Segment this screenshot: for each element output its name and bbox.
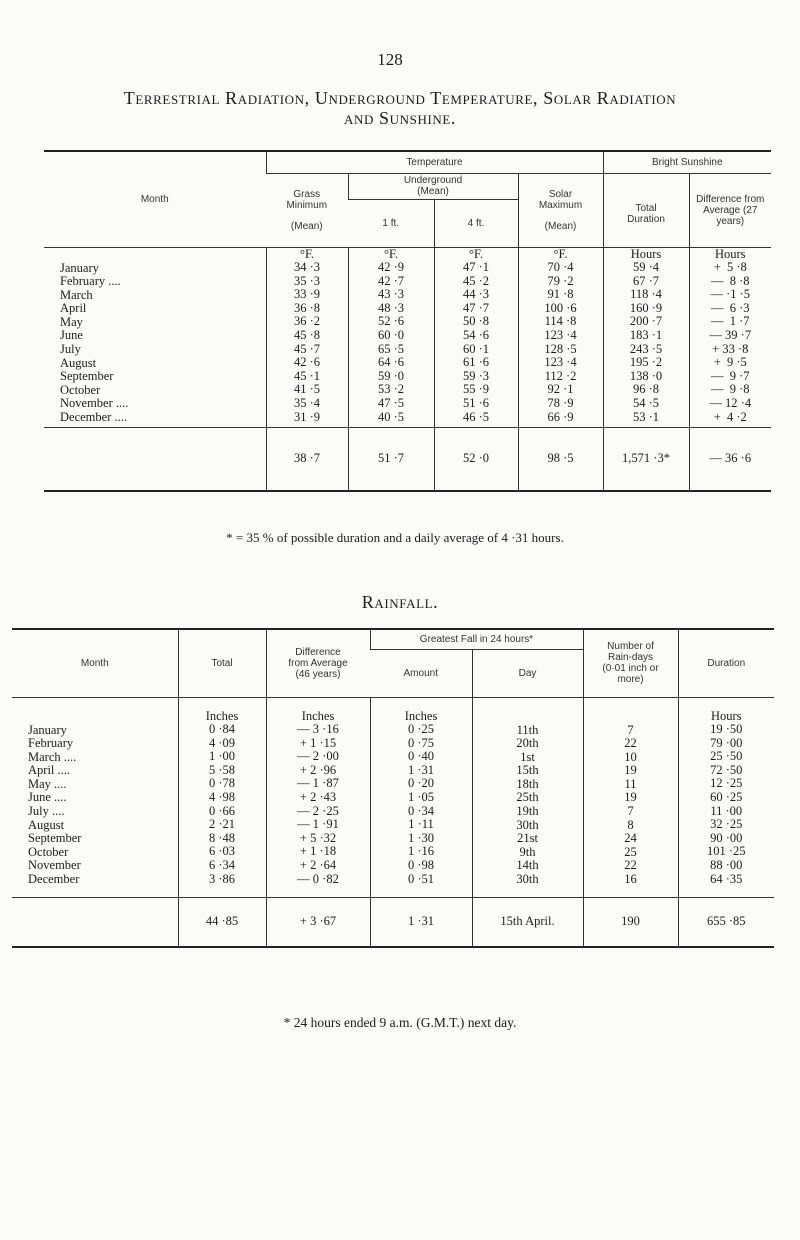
rainfall-footnote: * 24 hours ended 9 a.m. (G.M.T.) next day. — [283, 1015, 517, 1030]
ug-1ft-cell: 53 ·2 — [377, 382, 405, 397]
sun-total-cell: 160 ·9 — [629, 300, 663, 315]
rain-header-month: Month — [80, 657, 109, 669]
rain-day-cell: 1st — [520, 749, 535, 764]
sun-total-cell: 53 ·1 — [632, 409, 660, 424]
solar-max-column — [518, 247, 603, 427]
sun-diff-cell: — ·1 ·5 — [710, 287, 751, 302]
solar-maximum-label: Solar Maximum — [538, 188, 583, 211]
rain-days-cell: 7 — [627, 804, 634, 819]
grass-mean-label: (Mean) — [290, 220, 323, 232]
header-difference: Difference from Average (27 years) — [689, 173, 771, 247]
sunshine-footnote: * = 35 % of possible duration and a daily average of 4 ·31 hours. — [226, 530, 564, 545]
rain-day-cell: 25th — [516, 790, 539, 805]
rain-days-cell: 25 — [624, 844, 637, 859]
rain-duration-cell: 19 ·50 — [710, 722, 743, 737]
grass-min-cell: 34 ·3 — [293, 260, 321, 275]
rain-days-cell: 19 — [624, 763, 637, 778]
rain-diff-cell: + 2 ·64 — [299, 858, 337, 873]
sun-diff-cell: — 6 ·3 — [710, 300, 750, 315]
rain-total-cell: 6 ·34 — [208, 858, 236, 873]
ug-4ft-cell: 61 ·6 — [462, 355, 490, 370]
rain-amount-cell: 0 ·98 — [407, 858, 435, 873]
rain-total-cell: 3 ·86 — [208, 871, 236, 886]
ug-4ft-column — [434, 247, 518, 427]
solar-max-cell: 66 ·9 — [547, 409, 574, 424]
solar-mean-label: (Mean) — [544, 220, 577, 232]
rain-month-label: March .... — [28, 749, 77, 764]
totals-label-cell — [44, 427, 266, 491]
ug-1ft-cell: 42 ·7 — [377, 273, 405, 288]
rain-total-unit: Inches — [205, 708, 239, 723]
rain-diff-cell: + 1 ·15 — [299, 735, 337, 750]
month-label: October — [60, 382, 101, 397]
rain-header-total: Total — [178, 629, 266, 697]
rain-diff-cell: + 1 ·18 — [299, 844, 337, 859]
rain-total-cell: 8 ·48 — [208, 830, 236, 845]
title-line-1: Terrestrial Radiation, Underground Temperature, Solar Radiation — [123, 88, 677, 108]
rainfall-table — [12, 628, 774, 948]
month-label: May — [60, 314, 83, 329]
grass-min-cell: 35 ·3 — [293, 273, 321, 288]
rain-amount-cell: 1 ·30 — [407, 830, 435, 845]
solar-max-cell: 70 ·4 — [547, 260, 574, 275]
rain-total-cell: 0 ·84 — [208, 722, 236, 737]
rain-total-amount: 1 ·31 — [370, 897, 472, 947]
ug-1ft-unit: °F. — [383, 246, 399, 261]
sun-total-cell: 67 ·7 — [632, 273, 660, 288]
grass-min-cell: 45 ·1 — [293, 368, 321, 383]
rain-days-cell: 7 — [627, 722, 634, 737]
rain-total-cell: 1 ·00 — [208, 749, 236, 764]
ug-1ft-cell: 64 ·6 — [377, 355, 405, 370]
rain-duration-cell: 101 ·25 — [706, 844, 746, 859]
rain-header-rain-days: Number of Rain-days (0·01 inch or more) — [583, 629, 678, 697]
solar-max-unit: °F. — [553, 246, 568, 261]
solar-max-cell: 114 ·8 — [544, 314, 577, 329]
sun-total-cell: 195 ·2 — [629, 355, 663, 370]
grass-min-cell: 45 ·7 — [293, 341, 321, 356]
rain-diff-cell: — 1 ·91 — [297, 817, 339, 832]
rain-diff-cell: — 2 ·25 — [297, 803, 339, 818]
rain-diff-cell: — 0 ·82 — [297, 871, 339, 886]
rain-amount-unit: Inches — [404, 708, 438, 723]
rain-day-cell: 21st — [517, 831, 538, 846]
rain-amount-column — [370, 697, 472, 897]
title-line-2: and Sunshine. — [343, 108, 457, 128]
rain-duration-cell: 12 ·25 — [710, 776, 743, 791]
rain-duration-cell: 72 ·50 — [710, 762, 743, 777]
ug-4ft-cell: 44 ·3 — [462, 287, 490, 302]
sun-diff-cell: — 9 ·7 — [710, 368, 750, 383]
solar-max-cell: 123 ·4 — [544, 355, 577, 370]
sun-diff-cell: — 39 ·7 — [709, 328, 752, 343]
total-ug-4ft: 52 ·0 — [434, 427, 518, 491]
rain-total-cell: 0 ·66 — [208, 803, 236, 818]
month-label: August — [60, 355, 97, 370]
month-label: April — [60, 301, 87, 316]
rain-diff-cell: + 5 ·32 — [299, 830, 337, 845]
rain-days-column — [583, 697, 678, 897]
rain-amount-cell: 0 ·34 — [407, 803, 435, 818]
rain-header-day: Day — [472, 649, 583, 697]
sun-diff-cell: — 12 ·4 — [709, 396, 752, 411]
rain-day-cell: 20th — [516, 736, 539, 751]
total-ug-1ft: 51 ·7 — [348, 427, 434, 491]
rain-duration-cell: 88 ·00 — [710, 858, 743, 873]
rain-duration-cell: 90 ·00 — [710, 830, 743, 845]
rain-day-cell: 11th — [516, 722, 539, 737]
sun-total-cell: 243 ·5 — [629, 341, 663, 356]
solar-max-cell: 78 ·9 — [547, 396, 574, 411]
ug-1ft-cell: 40 ·5 — [377, 409, 405, 424]
rain-total-total: 44 ·85 — [178, 897, 266, 947]
month-label: January — [60, 260, 99, 275]
sun-diff-column — [689, 247, 771, 427]
sun-diff-unit: Hours — [714, 246, 746, 261]
ug-1ft-cell: 65 ·5 — [377, 341, 405, 356]
rain-amount-cell: 0 ·51 — [407, 871, 435, 886]
solar-max-cell: 92 ·1 — [547, 382, 574, 397]
grass-min-cell: 33 ·9 — [293, 287, 321, 302]
rain-total-column — [178, 697, 266, 897]
rain-diff-cell: + 2 ·43 — [299, 790, 337, 805]
solar-max-cell: 91 ·8 — [547, 287, 574, 302]
rain-month-label: November — [28, 858, 81, 873]
rain-day-cell: 14th — [516, 858, 539, 873]
rain-amount-cell: 1 ·05 — [407, 790, 435, 805]
rain-total-cell: 4 ·98 — [208, 790, 236, 805]
ug-4ft-cell: 51 ·6 — [462, 396, 490, 411]
rain-duration-cell: 11 ·00 — [710, 803, 743, 818]
sun-diff-cell: + 33 ·8 — [712, 341, 749, 356]
rain-header-duration: Duration — [678, 629, 774, 697]
ug-1ft-cell: 59 ·0 — [377, 368, 405, 383]
header-solar-maximum — [518, 173, 603, 247]
grass-min-cell: 31 ·9 — [293, 409, 321, 424]
rain-month-label: July .... — [28, 804, 65, 819]
rain-duration-unit: Hours — [710, 708, 742, 723]
header-temperature: Temperature — [266, 151, 603, 173]
ug-1ft-cell: 60 ·0 — [377, 328, 405, 343]
rain-amount-cell: 1 ·16 — [407, 844, 435, 859]
header-bright-sunshine: Bright Sunshine — [603, 151, 771, 173]
page-title — [20, 88, 780, 128]
total-sun-total: 1,571 ·3* — [603, 427, 689, 491]
rain-days-cell: 24 — [624, 831, 637, 846]
rain-total-rain-days: 190 — [583, 897, 678, 947]
rain-duration-cell: 64 ·35 — [710, 871, 743, 886]
rain-duration-cell: 25 ·50 — [710, 749, 743, 764]
ug-1ft-cell: 43 ·3 — [377, 287, 405, 302]
solar-max-cell: 128 ·5 — [544, 341, 577, 356]
ug-4ft-cell: 55 ·9 — [462, 382, 490, 397]
rain-days-cell: 8 — [627, 817, 634, 832]
rain-diff-cell: — 1 ·87 — [297, 776, 339, 791]
grass-min-cell: 35 ·4 — [293, 396, 321, 411]
sun-total-cell: 200 ·7 — [629, 314, 663, 329]
ug-1ft-cell: 48 ·3 — [377, 300, 405, 315]
rain-total-cell: 0 ·78 — [208, 776, 236, 791]
rain-total-day: 15th April. — [472, 897, 583, 947]
rain-day-cell: 30th — [516, 872, 539, 887]
rain-month-label: September — [28, 831, 82, 846]
month-label: March — [60, 287, 93, 302]
rain-header-difference: Difference from Average (46 years) — [266, 629, 370, 697]
month-label: July — [60, 342, 81, 357]
grass-min-cell: 41 ·5 — [293, 382, 321, 397]
rain-duration-cell: 79 ·00 — [710, 735, 743, 750]
grass-min-unit: °F. — [299, 246, 315, 261]
grass-min-column — [266, 247, 348, 427]
sun-total-unit: Hours — [630, 246, 662, 261]
rain-diff-unit: Inches — [301, 708, 335, 723]
total-solar-max: 98 ·5 — [518, 427, 603, 491]
rain-total-duration: 655 ·85 — [678, 897, 774, 947]
rain-month-label: December — [28, 872, 80, 887]
ug-1ft-cell: 52 ·6 — [377, 314, 405, 329]
rain-header-amount: Amount — [403, 667, 438, 679]
solar-max-cell: 112 ·2 — [544, 368, 577, 383]
ug-4ft-cell: 59 ·3 — [462, 368, 490, 383]
ug-1ft-column — [348, 247, 434, 427]
rain-amount-cell: 0 ·20 — [407, 776, 435, 791]
rain-total-cell: 2 ·21 — [208, 817, 236, 832]
solar-max-cell: 79 ·2 — [547, 273, 574, 288]
temperature-sunshine-table — [44, 150, 771, 492]
rain-duration-cell: 60 ·25 — [710, 790, 743, 805]
rain-month-label: February — [28, 736, 74, 751]
sun-diff-cell: + 4 ·2 — [713, 409, 747, 424]
sun-diff-cell: — 8 ·8 — [710, 273, 750, 288]
header-month: Month — [140, 193, 169, 205]
rain-days-cell: 11 — [624, 776, 637, 791]
ug-4ft-cell: 47 ·7 — [462, 300, 490, 315]
grass-min-cell: 45 ·8 — [293, 328, 321, 343]
ug-4ft-cell: 45 ·2 — [462, 273, 490, 288]
sun-total-cell: 183 ·1 — [629, 328, 663, 343]
sun-total-cell: 118 ·4 — [630, 287, 662, 302]
rain-days-cell: 16 — [624, 872, 637, 887]
month-label: December .... — [60, 410, 127, 425]
ug-4ft-cell: 60 ·1 — [462, 341, 490, 356]
rain-total-cell: 6 ·03 — [208, 844, 236, 859]
rain-month-label: August — [28, 817, 65, 832]
rain-days-cell: 19 — [624, 790, 637, 805]
month-label: February .... — [60, 274, 121, 289]
rain-month-label: January — [28, 722, 67, 737]
total-grass-min: 38 ·7 — [266, 427, 348, 491]
solar-max-cell: 100 ·6 — [544, 300, 577, 315]
month-label: November .... — [60, 396, 129, 411]
rain-amount-cell: 1 ·11 — [408, 817, 434, 832]
rain-day-cell: 9th — [519, 844, 536, 859]
ug-4ft-unit: °F. — [468, 246, 484, 261]
month-column — [44, 247, 266, 427]
rain-header-greatest-fall: Greatest Fall in 24 hours* — [370, 629, 583, 649]
ug-4ft-cell: 47 ·1 — [462, 260, 490, 275]
rain-duration-column — [678, 697, 774, 897]
rain-diff-cell: + 2 ·96 — [299, 762, 337, 777]
sun-diff-cell: — 1 ·7 — [710, 314, 750, 329]
rain-amount-cell: 0 ·40 — [407, 749, 435, 764]
sun-total-cell: 138 ·0 — [629, 368, 663, 383]
ug-1ft-cell: 47 ·5 — [377, 396, 405, 411]
rain-day-column — [472, 697, 583, 897]
header-1ft: 1 ft. — [382, 217, 400, 229]
sun-diff-cell: — 9 ·8 — [710, 382, 750, 397]
rain-month-label: April .... — [28, 763, 71, 778]
sun-total-cell: 96 ·8 — [632, 382, 660, 397]
rain-days-cell: 10 — [624, 749, 637, 764]
rain-amount-cell: 0 ·75 — [407, 735, 435, 750]
page-number: 128 — [377, 50, 403, 69]
sun-total-cell: 54 ·5 — [632, 396, 660, 411]
grass-min-cell: 42 ·6 — [293, 355, 321, 370]
grass-min-cell: 36 ·2 — [293, 314, 321, 329]
rain-totals-label-cell — [12, 897, 178, 947]
header-4ft: 4 ft. — [434, 199, 518, 247]
rain-total-cell: 5 ·58 — [208, 762, 236, 777]
rain-days-cell: 22 — [624, 858, 637, 873]
solar-max-cell: 123 ·4 — [544, 328, 577, 343]
grass-minimum-label: Grass Minimum — [286, 188, 328, 211]
rain-month-column — [12, 697, 178, 897]
ug-4ft-cell: 46 ·5 — [462, 409, 490, 424]
sun-diff-cell: + 5 ·8 — [713, 260, 747, 275]
rainfall-title: Rainfall. — [361, 592, 439, 612]
header-total-duration: Total Duration — [603, 173, 689, 247]
rain-total-cell: 4 ·09 — [208, 735, 236, 750]
ug-4ft-cell: 50 ·8 — [462, 314, 490, 329]
rain-amount-cell: 1 ·31 — [407, 762, 435, 777]
rain-days-cell: 22 — [624, 736, 637, 751]
rain-total-diff: + 3 ·67 — [266, 897, 370, 947]
header-underground: Underground (Mean) — [348, 173, 518, 199]
header-grass-minimum — [266, 173, 348, 247]
rain-day-cell: 15th — [516, 763, 539, 778]
rain-diff-cell: — 3 ·16 — [297, 722, 339, 737]
rain-month-label: October — [28, 844, 69, 859]
ug-1ft-cell: 42 ·9 — [377, 260, 405, 275]
ug-4ft-cell: 54 ·6 — [462, 328, 490, 343]
rain-month-label: June .... — [28, 790, 67, 805]
rain-day-cell: 18th — [516, 776, 539, 791]
grass-min-cell: 36 ·8 — [293, 300, 321, 315]
rain-duration-cell: 32 ·25 — [710, 817, 743, 832]
sun-total-column — [603, 247, 689, 427]
rain-day-cell: 19th — [516, 804, 539, 819]
month-label: September — [60, 369, 114, 384]
total-sun-diff: — 36 ·6 — [689, 427, 771, 491]
rain-month-label: May .... — [28, 776, 67, 791]
rain-amount-cell: 0 ·25 — [407, 722, 435, 737]
sun-diff-cell: + 9 ·5 — [713, 355, 747, 370]
rain-diff-cell: — 2 ·00 — [297, 749, 339, 764]
sun-total-cell: 59 ·4 — [632, 260, 660, 275]
rain-diff-column — [266, 697, 370, 897]
rain-day-cell: 30th — [516, 817, 539, 832]
month-label: June — [60, 328, 83, 343]
